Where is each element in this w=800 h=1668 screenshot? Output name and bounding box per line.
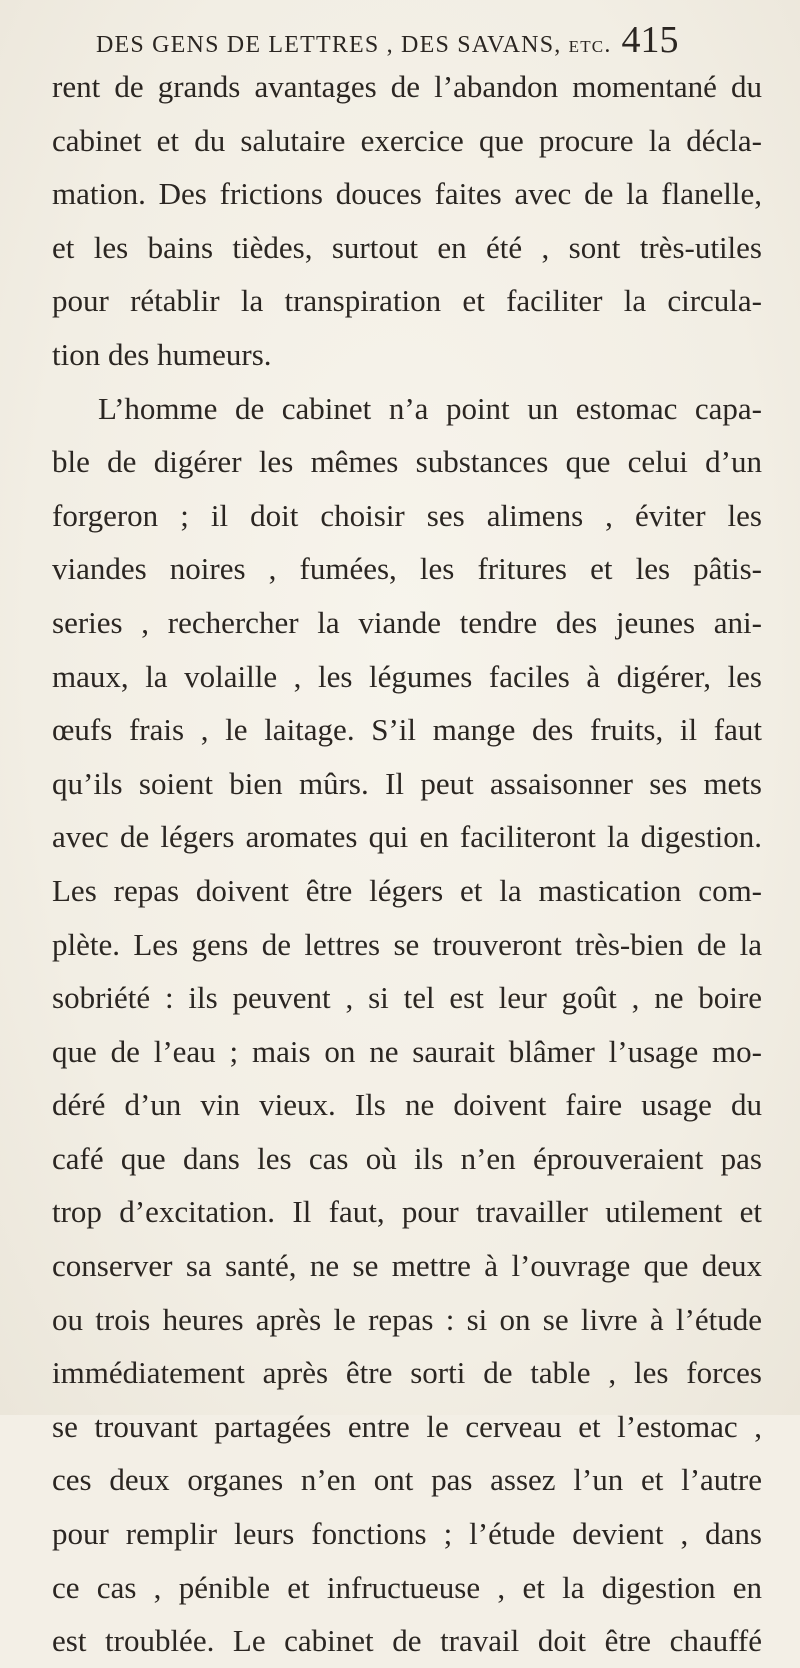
text-line: immédiatement après être sorti de table , les forces xyxy=(52,1355,762,1391)
text-line: plète. Les gens de lettres se trouveront très-bien de la xyxy=(52,926,762,962)
text-line: forgeron ; il doit choisir ses alimens , éviter les xyxy=(52,497,762,533)
text-line: trop d’excitation. Il faut, pour travailler utilement et xyxy=(52,1194,762,1230)
text-line: maux, la volaille , les légumes faciles à digérer, les xyxy=(52,658,762,694)
text-line: est troublée. Le cabinet de travail doit être chauffé xyxy=(52,1623,762,1659)
text-line: qu’ils soient bien mûrs. Il peut assaisonner ses mets xyxy=(52,765,762,801)
body-text xyxy=(52,60,762,1668)
text-line: series , rechercher la viande tendre des jeunes ani- xyxy=(52,604,762,640)
text-line: se trouvant partagées entre le cerveau et l’estomac , xyxy=(52,1408,762,1444)
text-line: ces deux organes n’en ont pas assez l’un et l’autre xyxy=(52,1462,762,1498)
text-line: rent de grands avantages de l’abandon momentané du xyxy=(52,69,762,104)
text-line: pour rétablir la transpiration et faciliter la circula- xyxy=(52,283,762,319)
text-line: œufs frais , le laitage. S’il mange des fruits, il faut xyxy=(52,712,762,748)
text-line: L’homme de cabinet n’a point un estomac capa- xyxy=(98,390,762,426)
text-line: café que dans les cas où ils n’en éprouveraient pas xyxy=(52,1140,762,1176)
text-line: ce cas , pénible et infructueuse , et la digestion en xyxy=(52,1569,762,1605)
text-line: pour remplir leurs fonctions ; l’étude devient , dans xyxy=(52,1516,762,1552)
text-line: tion des humeurs. xyxy=(52,336,272,372)
text-line: sobriété : ils peuvent , si tel est leur goût , ne boire xyxy=(52,980,762,1016)
text-line: ou trois heures après le repas : si on se livre à l’étude xyxy=(52,1301,762,1337)
text-line: Les repas doivent être légers et la mastication com- xyxy=(52,872,762,908)
text-line: ble de digérer les mêmes substances que celui d’un xyxy=(52,444,762,480)
text-line: viandes noires , fumées, les fritures et les pâtis- xyxy=(52,551,762,587)
page-number: 415 xyxy=(621,19,679,61)
text-line: déré d’un vin vieux. Ils ne doivent faire usage du xyxy=(52,1087,762,1123)
text-line: et les bains tièdes, surtout en été , sont très-utiles xyxy=(52,229,762,265)
text-line: que de l’eau ; mais on ne saurait blâmer l’usage mo- xyxy=(52,1033,762,1069)
text-line: conserver sa santé, ne se mettre à l’ouvrage que deux xyxy=(52,1248,762,1284)
text-line: mation. Des frictions douces faites avec de la flanelle, xyxy=(52,176,762,212)
text-line: avec de légers aromates qui en faciliteront la digestion. xyxy=(52,819,762,855)
running-title: DES GENS DE LETTRES , DES SAVANS, etc. xyxy=(96,32,612,58)
text-line: cabinet et du salutaire exercice que procure la décla- xyxy=(52,122,762,158)
